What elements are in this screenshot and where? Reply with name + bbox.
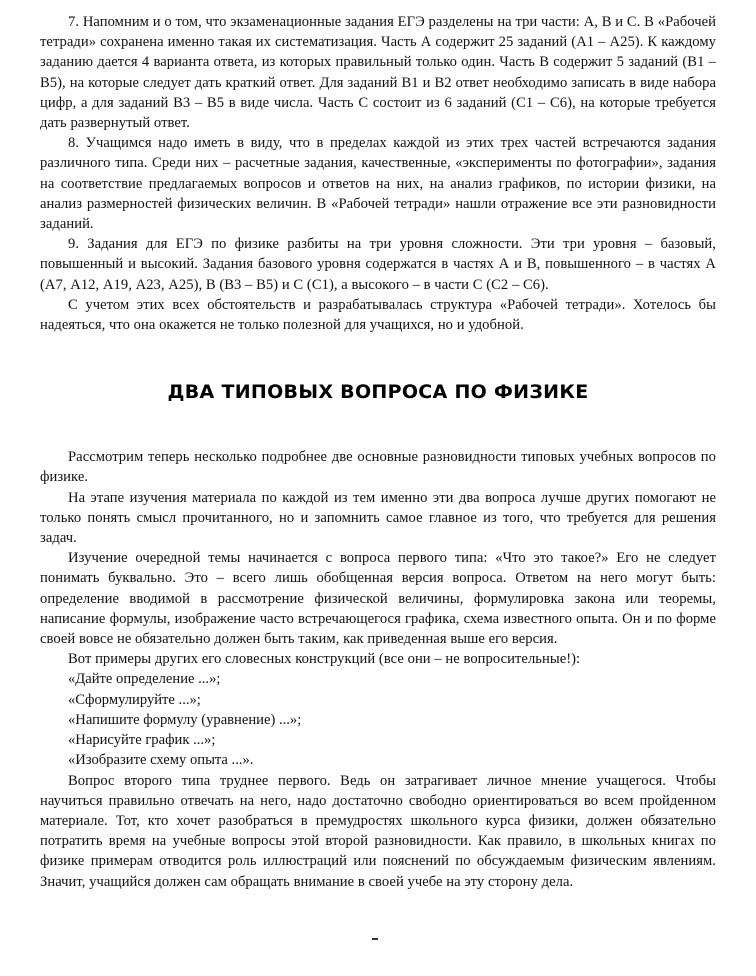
list-item: «Напишите формулу (уравнение) ...»; [68, 711, 302, 728]
list-item: «Сформулируйте ...»; [68, 691, 201, 708]
examples-list [40, 669, 716, 770]
paragraph-item-9: 9. Задания для ЕГЭ по физике разбиты на три уровня сложности. Эти три уровня – базовый, повышенный и высокий. Задания базового уровня содержатся в частях А и В, повышенного – в частях А (А7, А12, А19, А23, А25), В (В3 – В5) и С (С1), а высокого – в части С (С2 – С6). [40, 236, 716, 293]
paragraph-examples-intro: Вот примеры других его словесных конструкций (все они – не вопросительные!): [68, 651, 581, 668]
paragraph-second-type: Вопрос второго типа труднее первого. Ведь он затрагивает личное мнение учащегося. Чтобы научиться правильно отвечать на него, надо достаточно свободно ориентироваться во всем пройденном материале. Тот, кто хочет разобраться в премудростях школьного курса физики, должен обязательно потратить время на учебные вопросы этой второй разновидности. Как правило, в школьных книгах по физике примерам отводится роль иллюстраций или пояснений по обсуждаемым физическим явлениям. Значит, учащийся должен сам обращать внимание в своей учебе на эту сторону дела. [40, 772, 716, 890]
list-item: «Изобразите схему опыта ...». [68, 752, 254, 769]
document-page [40, 12, 716, 892]
paragraph-summary: С учетом этих всех обстоятельств и разрабатывалась структура «Рабочей тетради». Хотелось бы надеяться, что она окажется не только полезной для учащихся, но и удобной. [40, 296, 716, 334]
paragraph-item-7: 7. Напомним и о том, что экзаменационные задания ЕГЭ разделены на три части: А, В и С. В «Рабочей тетради» сохранена именно такая их систематизация. Часть А содержит 25 заданий (А1 – А25). К каждому заданию дается 4 варианта ответа, из которых правильный только один. Часть В содержит 5 заданий (В1 – В5), на которые следует дать краткий ответ. Для заданий В1 и В2 ответ необходимо записать в виде набора цифр, а для заданий В3 – В5 в виде числа. Часть С состоит из 6 заданий (С1 – С6), на которые требуется дать развернутый ответ. [40, 14, 716, 132]
paragraph-intro: Рассмотрим теперь несколько подробнее две основные разновидности типовых учебных вопросов по физике. [40, 449, 716, 486]
page-mark [372, 938, 378, 940]
paragraph-first-type: Изучение очередной темы начинается с вопроса первого типа: «Что это такое?» Его не следует понимать буквально. Это – всего лишь обобщенная версия вопроса. Ответом на него могут быть: определение вводимой в рассмотрение физической величины, формулировка закона или теоремы, написание формулы, изображение часто встречающегося графика, схема известного опыта. Он и по форме своей вовсе не обязательно должен быть таким, как приведенная выше его версия. [40, 550, 716, 648]
paragraph-study-stage: На этапе изучения материала по каждой из тем именно эти два вопроса лучше других помогают не только понять смысл прочитанного, но и запомнить самое главное из того, что требуется для решения задач. [40, 489, 716, 547]
list-item: «Дайте определение ...»; [68, 671, 221, 688]
section-title: ДВА ТИПОВЫХ ВОПРОСА ПО ФИЗИКЕ [167, 381, 589, 404]
list-item: «Нарисуйте график ...»; [68, 732, 216, 749]
paragraph-item-8: 8. Учащимся надо иметь в виду, что в пределах каждой из этих трех частей встречаются задания различного типа. Среди них – расчетные задания, качественные, «эксперименты по фотографии», задания на соответствие предлагаемых вопросов и ответов на них, на анализ графиков, по истории физики, на анализ размерностей физических величин. В «Рабочей тетради» нашли отражение все эти разновидности заданий. [40, 135, 716, 233]
